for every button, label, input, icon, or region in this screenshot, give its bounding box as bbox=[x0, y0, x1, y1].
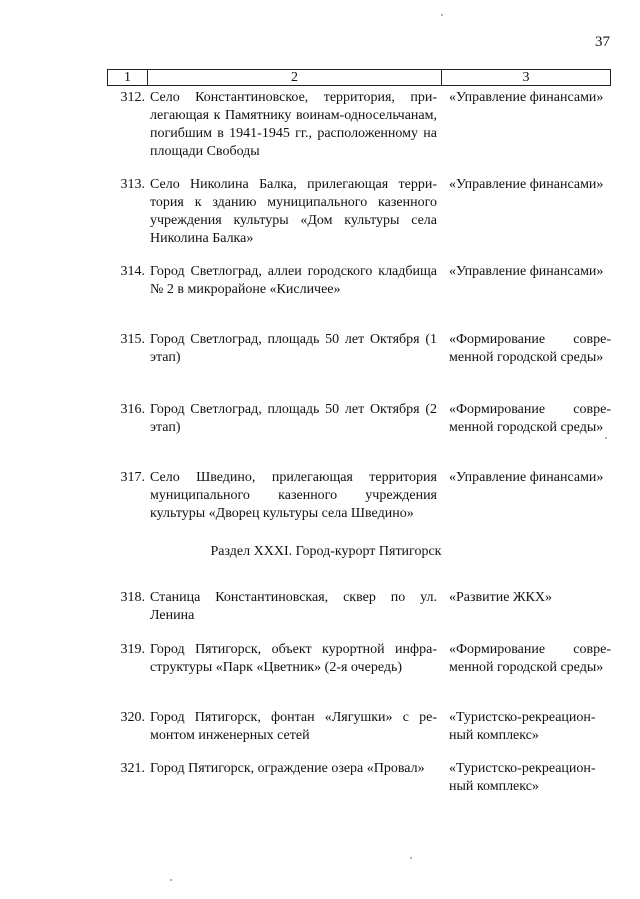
row-description: Город Пятигорск, ограждение озера «Провал» bbox=[150, 761, 425, 776]
row-program: «Управление финансами» bbox=[449, 470, 604, 485]
row-number: 319. bbox=[120, 642, 145, 657]
table-row bbox=[107, 709, 611, 745]
scan-speck bbox=[170, 879, 172, 881]
row-description: Село Шведино, прилегающая территория муниципального казенного учреждения культуры «Дворец культуры села Шведино» bbox=[150, 470, 437, 521]
table-row bbox=[107, 401, 611, 437]
row-number: 313. bbox=[120, 177, 145, 192]
row-description: Станица Константиновская, сквер по ул. Ленина bbox=[150, 590, 437, 623]
row-number: 321. bbox=[120, 761, 145, 776]
table-row bbox=[107, 89, 611, 161]
row-number: 316. bbox=[120, 402, 145, 417]
scan-speck bbox=[605, 437, 607, 439]
row-description: Город Светлоград, площадь 50 лет Октября (1 этап) bbox=[150, 332, 437, 365]
row-program: «Формирование современной городской среды» bbox=[449, 642, 611, 675]
table-row bbox=[107, 176, 611, 248]
column-header-2: 2 bbox=[148, 70, 442, 85]
row-program: «Формирование современной городской среды» bbox=[449, 332, 611, 365]
scan-speck bbox=[441, 14, 443, 16]
row-program: «Управление финансами» bbox=[449, 90, 604, 105]
section-title: Раздел XXXI. Город-курорт Пятигорск bbox=[210, 544, 442, 559]
row-description: Город Светлоград, площадь 50 лет Октября (2 этап) bbox=[150, 402, 437, 435]
row-program: «Развитие ЖКХ» bbox=[449, 590, 552, 605]
table-row bbox=[107, 589, 611, 625]
table-row bbox=[107, 760, 611, 796]
row-number: 317. bbox=[120, 470, 145, 485]
row-program: «Туристско-рекреационный комплекс» bbox=[449, 710, 596, 743]
page-number: 37 bbox=[595, 34, 610, 50]
row-number: 318. bbox=[120, 590, 145, 605]
table-row bbox=[107, 331, 611, 367]
column-header-1: 1 bbox=[108, 70, 148, 85]
column-header-3: 3 bbox=[522, 69, 530, 85]
table-row bbox=[107, 263, 611, 299]
row-number: 314. bbox=[120, 264, 145, 279]
row-number: 312. bbox=[120, 90, 145, 105]
row-number: 315. bbox=[120, 332, 145, 347]
row-description: Город Пятигорск, объект курортной инфраструктуры «Парк «Цветник» (2-я очередь) bbox=[150, 642, 437, 675]
row-program: «Управление финансами» bbox=[449, 264, 604, 279]
row-program: «Туристско-рекреационный комплекс» bbox=[449, 761, 596, 794]
row-program: «Формирование современной городской среды» bbox=[449, 402, 611, 435]
row-description: Село Николина Балка, прилегающая территория к зданию муниципального казенного учреждения культуры «Дом культуры села Николина Балка» bbox=[150, 177, 437, 246]
row-number: 320. bbox=[120, 710, 145, 725]
row-program: «Управление финансами» bbox=[449, 177, 604, 192]
column-header-row bbox=[107, 69, 611, 86]
row-description: Село Константиновское, территория, прилегающая к Памятнику воинам-односельчанам, погибшим в 1941-1945 гг., расположенному на площади Свободы bbox=[150, 90, 437, 159]
table-row bbox=[107, 469, 611, 523]
row-description: Город Пятигорск, фонтан «Лягушки» с ремонтом инженерных сетей bbox=[150, 710, 437, 743]
scan-speck bbox=[410, 857, 412, 859]
row-description: Город Светлоград, аллеи городского кладбища № 2 в микрорайоне «Кисличее» bbox=[150, 264, 437, 297]
table-row bbox=[107, 641, 611, 677]
